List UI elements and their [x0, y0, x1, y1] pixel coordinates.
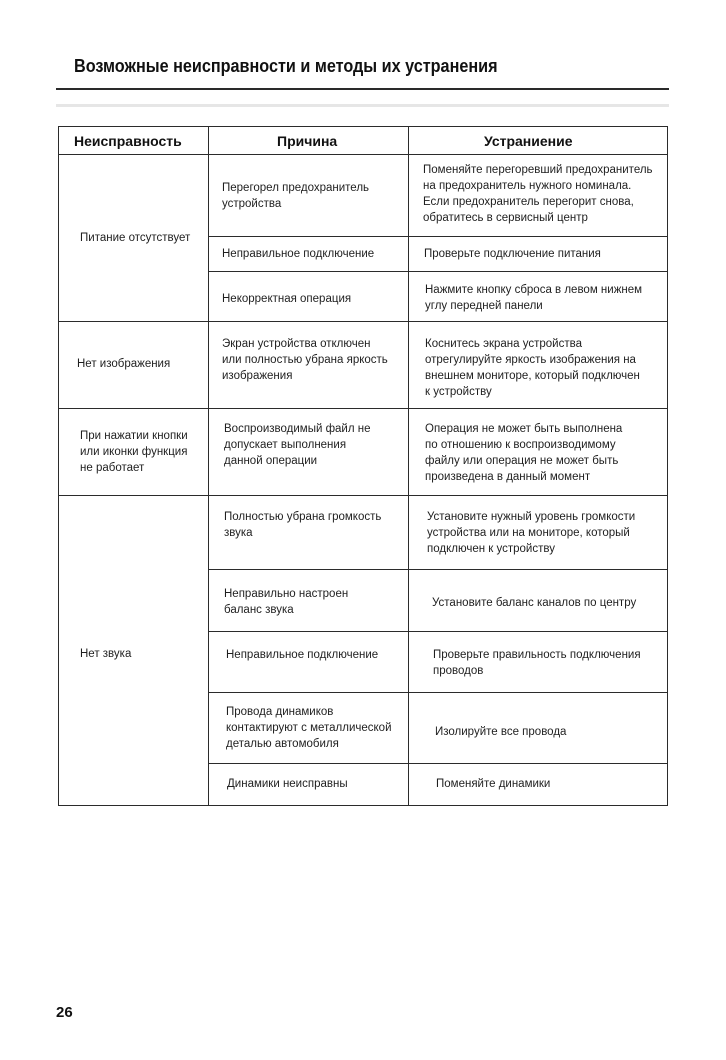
fix-line: на предохранитель нужного номинала.: [423, 180, 632, 192]
cause-cell: [224, 509, 381, 541]
fix-line: Операция не может быть выполнена: [425, 423, 623, 435]
row-separator: [208, 763, 667, 764]
fix-cell: [432, 595, 636, 611]
page-number: 26: [56, 1004, 73, 1021]
cause-line: звука: [224, 527, 253, 539]
cause-line: Неправильное подключение: [226, 649, 379, 661]
cause-line: Неправильное подключение: [222, 248, 375, 260]
problem-cell: [80, 428, 188, 476]
problem-cell: [77, 356, 170, 372]
cause-line: данной операции: [224, 455, 318, 467]
header-problem: Неисправность: [74, 133, 182, 149]
fix-line: к устройству: [425, 386, 492, 398]
problem-line: не работает: [80, 462, 145, 474]
cause-line: Некорректная операция: [222, 293, 352, 305]
problem-line: Нет изображения: [77, 358, 171, 370]
row-separator: [208, 631, 667, 632]
group-separator: [58, 495, 667, 496]
fix-cell: [423, 162, 653, 226]
problem-cell: [80, 646, 131, 662]
cause-cell: [226, 647, 378, 663]
problem-line: Питание отсутствует: [80, 232, 191, 244]
cause-line: Динамики неисправны: [227, 778, 348, 790]
cause-line: изображения: [222, 370, 293, 382]
cause-line: Полностью убрана громкость: [224, 511, 382, 523]
cause-line: контактируют с металлической: [226, 722, 392, 734]
fix-cell: [435, 724, 566, 740]
header-fix: Устраниение: [484, 133, 573, 149]
cause-cell: [222, 246, 374, 262]
cause-line: Провода динамиков: [226, 706, 334, 718]
row-separator: [208, 692, 667, 693]
fix-line: Нажмите кнопку сброса в левом нижнем: [425, 284, 643, 296]
fix-line: обратитесь в сервисный центр: [423, 212, 588, 224]
title-underbar: [56, 104, 669, 107]
group-separator: [58, 408, 667, 409]
cause-line: или полностью убрана яркость: [222, 354, 388, 366]
header-separator: [58, 154, 667, 155]
fix-cell: [425, 421, 622, 485]
table-border-right: [667, 126, 668, 805]
problem-cell: [80, 230, 190, 246]
fix-line: произведена в данный момент: [425, 471, 591, 483]
fix-line: Поменяйте перегоревший предохранитель: [423, 164, 653, 176]
cause-cell: [222, 291, 351, 307]
page-title: Возможные неисправности и методы их устранения: [74, 56, 498, 76]
cause-line: баланс звука: [224, 604, 294, 616]
cause-line: Перегорел предохранитель: [222, 182, 370, 194]
fix-line: Проверьте правильность подключения: [433, 649, 641, 661]
group-separator: [58, 321, 667, 322]
fix-line: Поменяйте динамики: [436, 778, 551, 790]
fix-cell: [436, 776, 550, 792]
header-cause: Причина: [277, 133, 338, 149]
fix-line: Установите нужный уровень громкости: [427, 511, 636, 523]
table-border-top: [58, 126, 667, 127]
row-separator: [208, 236, 667, 237]
fix-cell: [424, 246, 601, 262]
cause-cell: [226, 704, 392, 752]
cause-cell: [224, 421, 371, 469]
problem-line: или иконки функция: [80, 446, 188, 458]
fix-cell: [425, 282, 642, 314]
fix-line: Установите баланс каналов по центру: [432, 597, 637, 609]
title-rule: [56, 88, 669, 90]
fix-line: проводов: [433, 665, 484, 677]
fix-cell: [425, 336, 640, 400]
column-divider: [208, 126, 209, 805]
fix-line: подключен к устройству: [427, 543, 555, 555]
row-separator: [208, 271, 667, 272]
cause-cell: [224, 586, 348, 618]
fix-line: внешнем мониторе, который подключен: [425, 370, 640, 382]
fix-line: Проверьте подключение питания: [424, 248, 601, 260]
fix-cell: [433, 647, 641, 679]
fix-line: углу передней панели: [425, 300, 543, 312]
cause-line: допускает выполнения: [224, 439, 347, 451]
problem-line: При нажатии кнопки: [80, 430, 188, 442]
cause-line: Экран устройства отключен: [222, 338, 371, 350]
column-divider: [408, 126, 409, 805]
fix-line: Коснитесь экрана устройства: [425, 338, 582, 350]
cause-cell: [227, 776, 348, 792]
row-separator: [208, 569, 667, 570]
cause-line: деталью автомобиля: [226, 738, 339, 750]
problem-line: Нет звука: [80, 648, 132, 660]
fix-line: отрегулируйте яркость изображения на: [425, 354, 636, 366]
cause-line: Неправильно настроен: [224, 588, 349, 600]
cause-cell: [222, 180, 369, 212]
cause-cell: [222, 336, 388, 384]
cause-line: Воспроизводимый файл не: [224, 423, 371, 435]
fix-line: Если предохранитель перегорит снова,: [423, 196, 634, 208]
fix-line: Изолируйте все провода: [435, 726, 567, 738]
fix-line: по отношению к воспроизводимому: [425, 439, 616, 451]
cause-line: устройства: [222, 198, 282, 210]
fix-line: устройства или на мониторе, который: [427, 527, 630, 539]
table-border-left: [58, 126, 59, 805]
fix-cell: [427, 509, 635, 557]
table-border-bottom: [58, 805, 668, 806]
fix-line: файлу или операция не может быть: [425, 455, 619, 467]
